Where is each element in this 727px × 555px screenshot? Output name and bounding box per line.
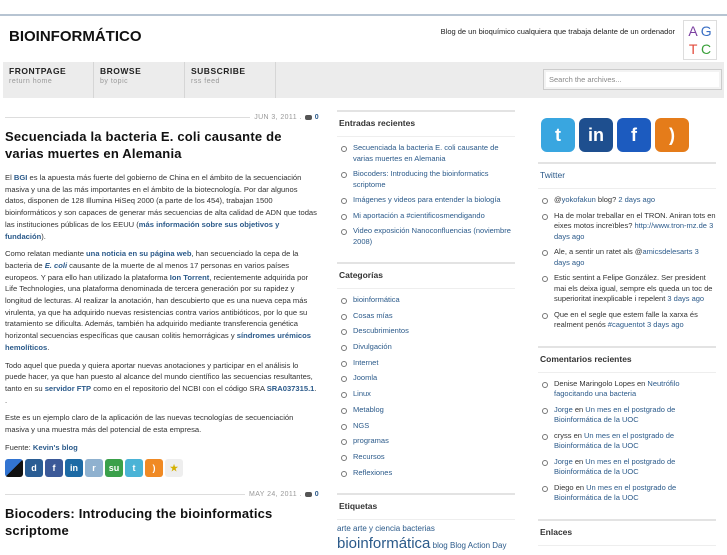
link[interactable]: BGI [13,173,28,182]
social-icons [541,118,716,152]
site-title[interactable]: BIOINFORMÁTICO [9,28,142,45]
nav-label: SUBSCRIBE [191,66,246,76]
link[interactable]: Ion Torrent [169,272,210,282]
friendfeed-icon[interactable]: f [617,118,651,152]
tag-cloud [337,520,515,555]
post-date: JUN 3, 2011 [254,113,297,121]
link[interactable]: síndromes urémicos hemolíticos [5,331,312,352]
comment-count[interactable]: 0 [314,113,319,121]
category-item[interactable]: Internet [341,358,515,369]
tag-line [337,523,515,534]
tag[interactable]: arte y ciencia [353,524,401,534]
mention-link[interactable]: yokofakun [561,195,596,204]
comment-author: Denise Maringolo Lopes [554,378,635,388]
list-item[interactable]: Secuenciada la bacteria E. coli causante de varias muertes en Alemania [341,143,515,164]
category-item[interactable]: Descubrimientos [341,326,515,337]
comment-author[interactable]: Jorge [554,456,573,466]
comment-item: cryss en Un mes en el postgrado de Bioinformática de la UOC [542,431,716,452]
twitter-icon[interactable]: t [125,459,143,477]
comment-post-link[interactable]: Un mes en el postgrado de Bioinformática de la UOC [554,482,677,502]
widget-title: Etiquetas [337,493,515,520]
link[interactable]: servidor FTP [44,383,92,393]
paragraph: El BGI es la apuesta más fuerte del gobierno de China en el ámbito de la secuenciación masiva y una de las más importantes en el ámbito de la biotecnología. Por dar algunos datos, disponen de 128 Illumina HiSeq 2000 (a parte de los 454), trabajan 1500 bioinformáticos y son capaces de generar más secuencias de alta calidad de ADN que todas las instituciones públicas de los EEUU (más información sobre sus objetivos y fundación). [5,173,317,241]
linkedin-icon[interactable]: in [579,118,613,152]
tweet-link[interactable]: http://www.tron-mz.de [634,221,707,230]
tweet: Estic sentint a Felipe González. Ser president mai els deixa igual, sempre els queda un toc de superioritat inexplicable i repelent 3 days ago [542,273,716,305]
category-item[interactable]: Cosas mías [341,311,515,322]
nav-sub: by topic [100,78,129,85]
widget-title: Entradas recientes [337,110,515,137]
link[interactable]: más información sobre sus objetivos y fundación [5,219,280,241]
site-tagline: Blog de un bioquímico cualquiera que trabaja delante de un ordenador [440,27,675,36]
nav-label: FRONTPAGE [9,66,67,76]
nav-label: BROWSE [100,66,142,76]
tag[interactable]: Blog Action Day [449,541,507,551]
comment-post-link[interactable]: Un mes en el postgrado de Bioinformática de la UOC [554,430,675,450]
comment-author: Diego [554,482,574,492]
nav-subscribe[interactable] [185,62,276,98]
favorite-icon[interactable]: ★ [165,459,183,477]
divider [5,494,245,495]
widget-title: Enlaces [538,519,716,546]
category-item[interactable]: bioinformática [341,295,515,306]
rss-icon[interactable]: ) [145,459,163,477]
search-input[interactable]: Search the archives... [543,69,722,90]
tweet-list [538,189,716,346]
link[interactable]: SRA037315.1 [266,383,315,393]
tag[interactable]: bacterias [402,524,435,534]
facebook-icon[interactable]: f [45,459,63,477]
post-title[interactable]: Biocoders: Introducing the bioinformatics scriptome [5,506,273,539]
comment-item: Jorge en Un mes en el postgrado de Bioinformática de la UOC [542,405,716,426]
hashtag-link[interactable]: #caguentot [607,320,645,329]
list-item[interactable]: Video exposición Nanoconfluencias (noviembre 2008) [341,226,515,247]
list-item[interactable]: Mi aportación a #cientificosmendigando [341,211,515,222]
tweet-time[interactable]: 3 days ago [554,247,699,267]
logo-letter: A [688,23,697,39]
category-item[interactable]: Reflexiones [341,468,515,479]
comment-icon [305,115,312,120]
paragraph: Como relatan mediante una noticia en su página web, han secuenciado la cepa de la bacteria de E. coli causante de la muerte de al menos 17 personas en varios países europeos. Y para ello han utilizado la plataforma Ion Torrent, recientemente adquirida por Life Technologies, una plataforma denominada de tercera generación por su rapidez y longitud de lecturas. Al realizar la anotación, han descubierto que es una nueva cepa más virulenta, ya que ha adquirido nuevas resistencias contra varios antibióticos, por lo que su tratamiento se dificulta. Además, también ha adquirido mediante transferencia genética horizontal secuencias específicas que causan colitis hemorrágicas y síndromes urémicos hemolíticos. [5,249,312,352]
twitter-icon[interactable]: t [541,118,575,152]
comment-item: Denise Maringolo Lopes en Neutrófilo fagocitando una bacteria [542,379,716,400]
tag[interactable]: blog [432,541,448,551]
stumbleupon-icon[interactable]: su [105,459,123,477]
main-content [5,110,319,549]
tweet: @yokofakun blog? 2 days ago [542,195,716,206]
logo-letter: G [700,23,712,39]
comment-item: Diego en Un mes en el postgrado de Bioinformática de la UOC [542,483,716,504]
post-title[interactable]: Secuenciada la bacteria E. coli causante de varias muertes en Alemania [5,129,282,161]
reddit-icon[interactable]: r [85,459,103,477]
comment-post-link[interactable]: Neutrófilo fagocitando una bacteria [554,378,680,398]
comment-icon [305,492,312,497]
tweet-time[interactable]: 3 days ago [667,294,705,303]
tag[interactable]: bioinformática [337,535,431,553]
widget-title: Comentarios recientes [538,346,716,373]
comment-post-link[interactable]: Un mes en el postgrado de Bioinformática de la UOC [554,404,676,424]
sidebar-right [538,110,716,546]
comment-author[interactable]: Jorge [554,404,573,414]
twitter-widget-title[interactable]: Twitter [538,162,716,189]
widget-title: Categorías [337,262,515,289]
paragraph: Todo aquel que pueda y quiera aportar nuevas anotaciones y participar en el análisis lo puede hacer, ya que han puesto al alcance del mundo científico las secuencias resultantes, tanto en su servidor FTP como en el repositorio del NCBI con el código SRA SRA037315.1. . [5,360,317,405]
tweet: Ha de molar treballar en el TRON. Aniran tots en eixes motos increïbles? http://www.tron-mz.de 3 days ago [542,211,716,243]
top-rule [0,14,727,16]
post-meta: JUN 3, 2011 . 0 [5,110,319,124]
list-item[interactable]: Imágenes y videos para entender la biología [341,195,515,206]
agtc-logo[interactable] [683,20,717,60]
tag[interactable]: arte [337,524,351,534]
comment-author: cryss [554,430,572,440]
recent-posts-list [337,137,515,262]
tweet-time[interactable]: 2 days ago [618,195,656,204]
divider [5,117,250,118]
rss-icon[interactable]: ) [655,118,689,152]
nav-sub: rss feed [191,78,220,85]
share-bar [5,459,319,477]
category-item[interactable]: NGS [341,421,515,432]
delicious-icon[interactable] [5,459,23,477]
nav-browse[interactable] [94,62,185,98]
link[interactable]: E. coli [44,260,68,270]
logo-letter: T [688,41,698,57]
nav-frontpage[interactable] [3,62,94,98]
category-item[interactable]: Metablog [341,405,515,416]
post-body [5,172,319,453]
category-item[interactable]: Joomla [341,373,515,384]
sidebar-left [337,110,515,555]
recent-comments-list [538,373,716,519]
digg-icon[interactable]: d [25,459,43,477]
category-item[interactable]: programas [341,436,515,447]
categories-list [337,289,515,493]
post-date: MAY 24, 2011 [249,490,297,498]
paragraph: Este es un ejemplo claro de la aplicación de las nuevas tecnologías de secuenciación masiva y una muestra más del potencial de esta empresa. [5,413,294,435]
logo-letter: C [701,41,712,57]
comment-post-link[interactable]: Un mes en el postgrado de Bioinformática de la UOC [554,456,676,476]
link[interactable]: una noticia en su página web [86,249,192,259]
category-item[interactable]: Recursos [341,452,515,463]
category-item[interactable]: Divulgación [341,342,515,353]
source-link[interactable]: Kevin's blog [32,442,78,452]
source: Fuente: Kevin's blog [5,442,78,452]
comment-item: Jorge en Un mes en el postgrado de Bioinformática de la UOC [542,457,716,478]
category-item[interactable]: Linux [341,389,515,400]
tweet-time[interactable]: 3 days ago [647,320,684,329]
tweet-time[interactable]: 3 days ago [554,221,714,241]
tweet: Que en el segle que estem falle la xarxa és realment penós #caguentot 3 days ago [542,310,716,331]
list-item[interactable]: Biocoders: Introducing the bioinformatics scriptome [341,169,515,190]
mention-link[interactable]: amicsdelesarts [642,247,693,256]
tweet: Ale, a sentir un ratet als @amicsdelesarts 3 days ago [542,247,716,268]
linkedin-icon[interactable]: in [65,459,83,477]
post-meta: MAY 24, 2011 . 0 [5,487,319,501]
comment-count[interactable]: 0 [314,490,319,498]
nav-sub: return home [9,78,53,85]
